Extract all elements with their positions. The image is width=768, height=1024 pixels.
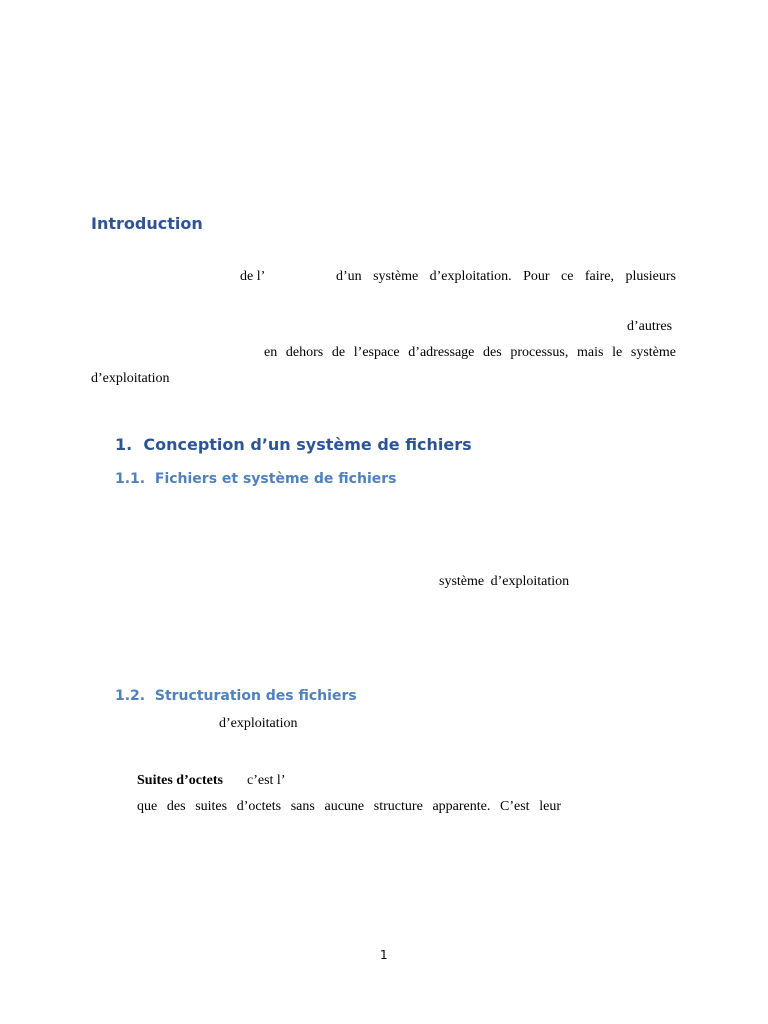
- section-1-1-heading: [115, 471, 396, 487]
- section-1-2-text-fragment: d’exploitation: [219, 716, 298, 731]
- intro-text-fragment-3: d’autres: [627, 319, 673, 334]
- section-1-title: Conception d’un système de fichiers: [143, 435, 472, 454]
- intro-text-fragment-4: en dehors de l’espace d’adressage des processus, mais le système: [264, 345, 676, 360]
- intro-text-fragment-2: d’un système d’exploitation. Pour ce faire, plusieurs: [336, 269, 676, 284]
- introduction-heading: Introduction: [91, 214, 203, 233]
- section-1-2-title: Structuration des fichiers: [154, 688, 357, 704]
- section-1-1-text-fragment: système d’exploitation: [439, 574, 570, 589]
- section-1-2-heading: [115, 688, 357, 704]
- intro-text-fragment-5: d’exploitation: [91, 371, 170, 386]
- section-1-2-number: 1.2.: [115, 688, 146, 704]
- section-1-heading: [115, 435, 472, 454]
- section-1-1-title: Fichiers et système de fichiers: [154, 471, 397, 487]
- section-1-number: 1.: [115, 435, 133, 454]
- page-number: 1: [380, 948, 388, 962]
- section-1-1-number: 1.1.: [115, 471, 146, 487]
- bullet-label-suites-octets: Suites d’octets: [137, 773, 223, 788]
- bullet-text-fragment-1: c’est l’: [247, 773, 286, 788]
- intro-text-fragment-1: de l’: [240, 269, 266, 284]
- bullet-text-fragment-2: que des suites d’octets sans aucune structure apparente. C’est leur: [137, 799, 561, 814]
